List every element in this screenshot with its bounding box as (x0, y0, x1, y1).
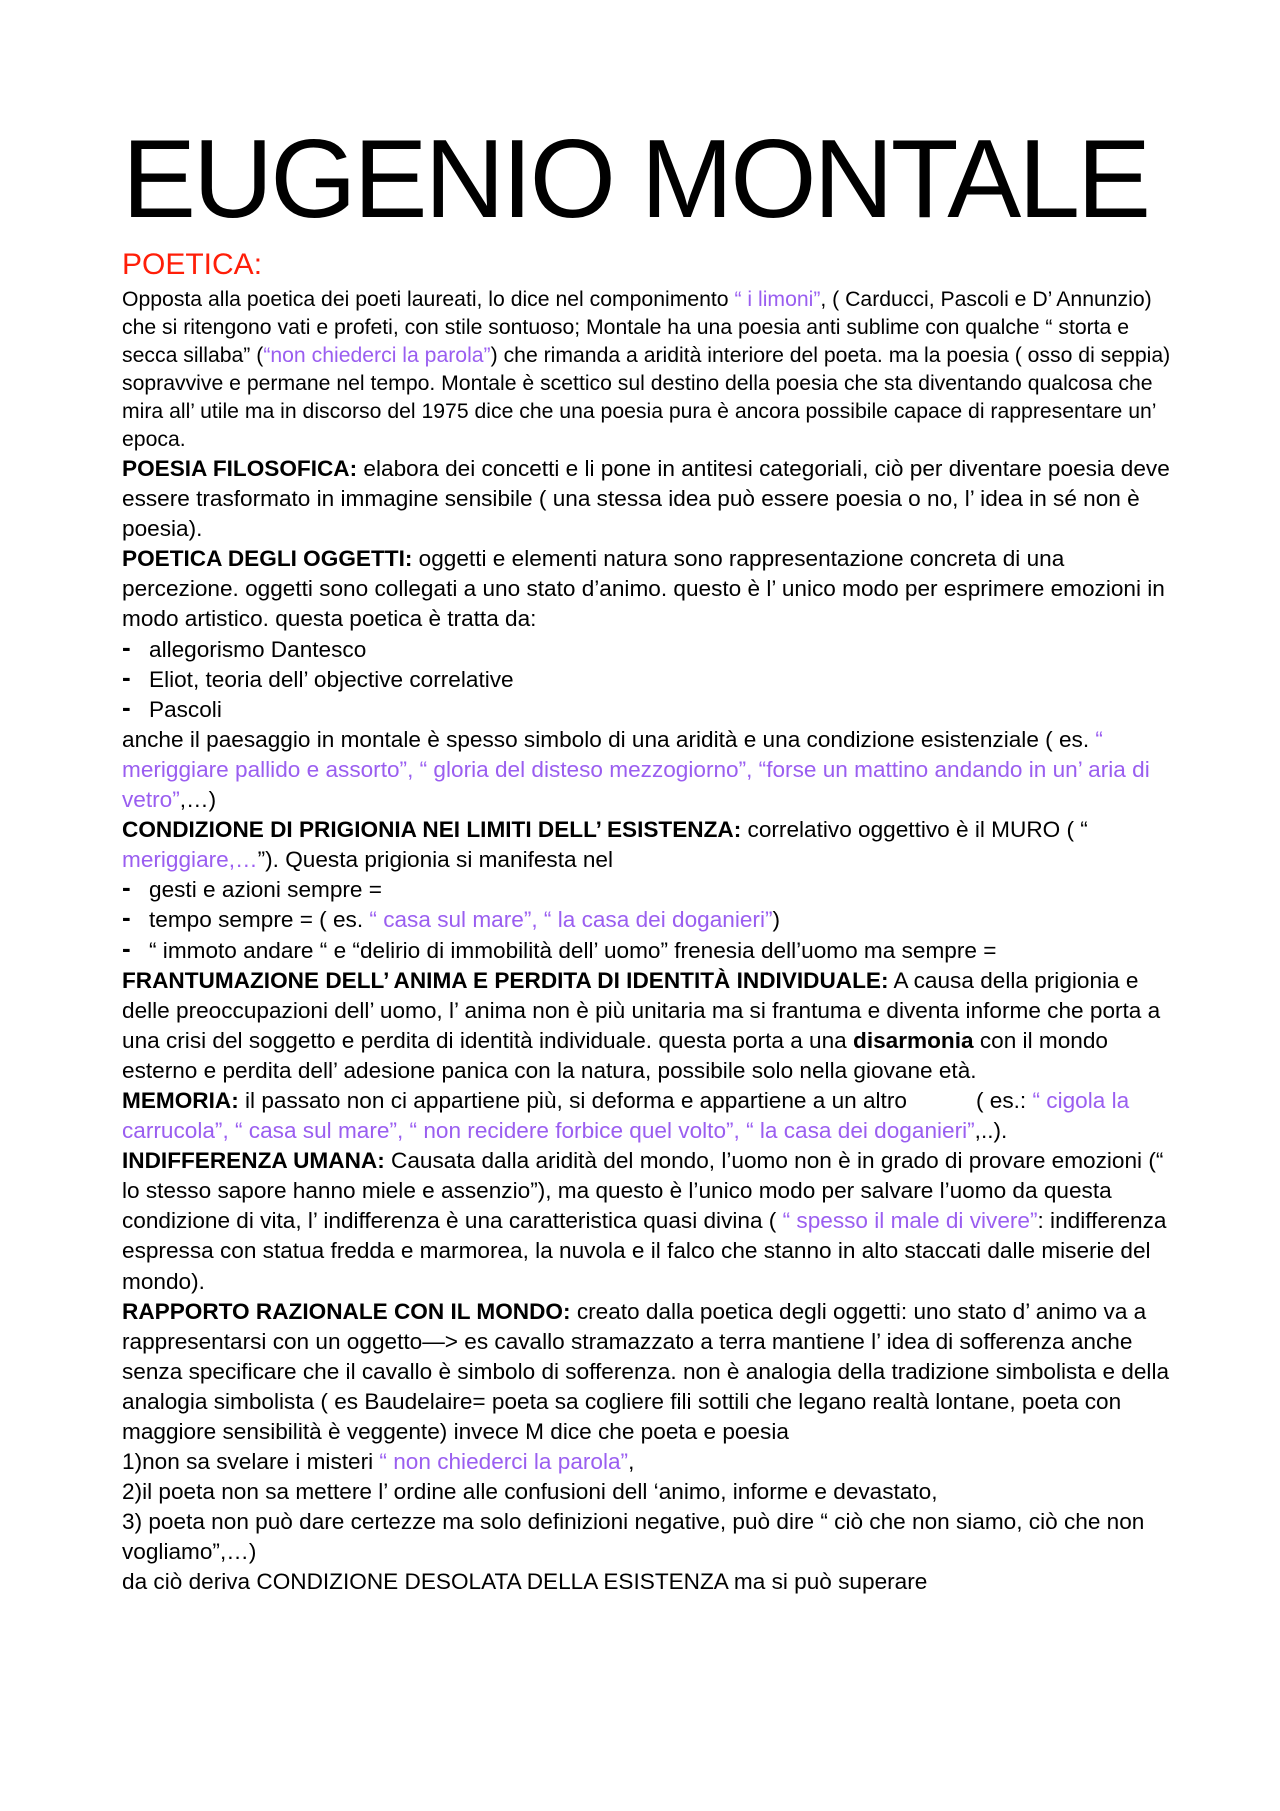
paragraph-text: correlativo oggettivo è il MURO ( “ (741, 817, 1088, 843)
quote-male-di-vivere: “ spesso il male di vivere” (782, 1208, 1038, 1234)
heading-rapporto: RAPPORTO RAZIONALE CON IL MONDO: (122, 1298, 571, 1324)
list-prigionia (122, 875, 1172, 965)
paragraph-text: creato dalla poetica degli oggetti: uno stato d’ animo va a rappresentarsi con un oggetto—> es cavallo stramazzato a terra mantiene l’ idea di sofferenza anche senza specificare che il cavallo è simbolo di sofferenza. non è analogia della tradizione simbolista e della analogia simbolista ( es Baudelaire= poeta sa cogliere fili sottili che legano realtà lontane, poeta con maggiore sensibilità è veggente) invece M dice che poeta e poesia (122, 1298, 1170, 1444)
paragraph-text: oggetti e elementi natura sono rappresentazione concreta di una percezione. oggetti sono collegati a uno stato d’animo. questo è l’ unico modo per esprimere emozioni in modo artistico. questa poetica è tratta da: (122, 546, 1165, 632)
paragraph-paesaggio (122, 725, 1172, 815)
closing-line: da ciò deriva CONDIZIONE DESOLATA DELLA ESISTENZA ma si può superare (122, 1569, 928, 1595)
heading-frantumazione: FRANTUMAZIONE DELL’ ANIMA E PERDITA DI IDENTITÀ INDIVIDUALE: (122, 967, 889, 993)
heading-indifferenza: INDIFFERENZA UMANA: (122, 1148, 385, 1174)
quote-casa: “ casa sul mare”, “ la casa dei doganieri” (369, 907, 773, 933)
paragraph-text: il passato non ci appartiene più, si deforma e appartiene a un altro ( es.: (238, 1087, 1033, 1113)
paragraph-text: anche il paesaggio in montale è spesso simbolo di una aridità e una condizione esistenziale ( es. (122, 726, 1096, 752)
bold-disarmonia: disarmonia (853, 1027, 974, 1053)
heading-poesia-filosofica: POESIA FILOSOFICA: (122, 456, 358, 481)
quote-non-chiederci: “non chiederci la parola” (263, 344, 491, 367)
paragraph-rapporto (122, 1297, 1172, 1447)
intro-text: Opposta alla poetica dei poeti laureati, lo dice nel componimento (122, 288, 735, 311)
paragraph-text: con il mondo esterno e perdita dell’ adesione panica con la natura, possibile solo nella giovane età. (122, 1027, 1108, 1083)
paragraph-poetica-oggetti (122, 544, 1172, 634)
intro-text: ) che rimanda a aridità interiore del poeta. ma la poesia ( osso di seppia) sopravvive e permane nel tempo. Montale è scettico sul destino della poesia che sta diventando qualcosa che mira all’ utile ma in discorso del 1975 dice che una poesia pura è ancora possibile capace di rappresentare un’ epoca. (122, 344, 1171, 451)
section-heading-poetica: POETICA: (122, 248, 263, 281)
point-2: 2)il poeta non sa mettere l’ ordine alle confusioni dell ‘animo, informe e devastato, (122, 1479, 938, 1505)
point-text: , (628, 1449, 635, 1475)
list-influences (122, 635, 1172, 725)
list-item: - Pascoli (122, 695, 1172, 725)
paragraph-text: ,…) (179, 787, 217, 813)
paragraph-text: elabora dei concetti e li pone in antitesi categoriali, ciò per diventare poesia deve essere trasformato in immagine sensibile ( una stessa idea può essere poesia o no, l’ idea in sé non è poesia). (122, 456, 1170, 542)
paragraph-text: ,..). (974, 1118, 1008, 1144)
point-3: 3) poeta non può dare certezze ma solo definizioni negative, può dire “ ciò che non siamo, ciò che non vogliamo”,…) (122, 1509, 1145, 1565)
paragraph-text: Causata dalla aridità del mondo, l’uomo non è in grado di provare emozioni (“ lo stesso sapore hanno miele e assenzio”), ma questo è l’unico modo per salvare l’uomo da questa condizione di vita, l’ indifferenza è una caratteristica quasi divina ( (122, 1148, 1164, 1234)
paragraph-frantumazione (122, 966, 1172, 1086)
paragraph-poesia-filosofica (122, 454, 1172, 544)
quote-i-limoni: “ i limoni” (734, 288, 821, 311)
quote-non-chiederci: “ non chiederci la parola” (379, 1449, 629, 1475)
list-item: - Eliot, teoria dell’ objective correlative (122, 665, 1172, 695)
paragraph-prigionia (122, 815, 1172, 875)
list-item (122, 905, 1172, 935)
list-item: - “ immoto andare “ e “delirio di immobilità dell’ uomo” frenesia dell’uomo ma sempre = (122, 936, 1172, 966)
list-item: - gesti e azioni sempre = (122, 875, 1172, 905)
intro-paragraph (122, 286, 1172, 454)
intro-text: , ( Carducci, Pascoli e D’ Annunzio) che si ritengono vati e profeti, con stile sontuoso; Montale ha una poesia anti sublime con qualche “ storta e secca sillaba” ( (122, 288, 1152, 367)
heading-poetica-oggetti: POETICA DEGLI OGGETTI: (122, 546, 413, 572)
quote-memoria: “ cigola la carrucola”, “ casa sul mare”, “ non recidere forbice quel volto”, “ la casa dei doganieri” (122, 1087, 1130, 1144)
point-text: 1)non sa svelare i misteri (122, 1449, 380, 1475)
point-1 (122, 1447, 1172, 1477)
paragraph-text: A causa della prigionia e delle preoccupazioni dell’ uomo, l’ anima non è più unitaria ma si frantuma e diventa informe che porta a una crisi del soggetto e perdita di identità individuale. questa porta a una (122, 967, 1161, 1053)
paragraph-text: ”). Questa prigionia si manifesta nel (257, 847, 613, 873)
document-page (122, 118, 1172, 1598)
quote-meriggiare: meriggiare,… (122, 847, 258, 873)
paragraph-text: : indifferenza espressa con statua fredda e marmorea, la nuvola e il falco che stanno in alto staccati dalle miserie del mondo). (122, 1208, 1167, 1294)
page-title: EUGENIO MONTALE (122, 117, 1149, 241)
paragraph-memoria (122, 1086, 1172, 1146)
list-item: - allegorismo Dantesco (122, 635, 1172, 665)
quote-examples: “ meriggiare pallido e assorto”, “ gloria del disteso mezzogiorno”, “forse un mattino andando in un’ aria di vetro” (122, 726, 1150, 813)
heading-prigionia: CONDIZIONE DI PRIGIONIA NEI LIMITI DELL’ ESISTENZA: (122, 817, 742, 843)
heading-memoria: MEMORIA: (122, 1087, 239, 1113)
list-item-text: tempo sempre = ( es. (149, 907, 370, 933)
list-item-text: ) (772, 907, 781, 933)
paragraph-indifferenza (122, 1146, 1172, 1296)
